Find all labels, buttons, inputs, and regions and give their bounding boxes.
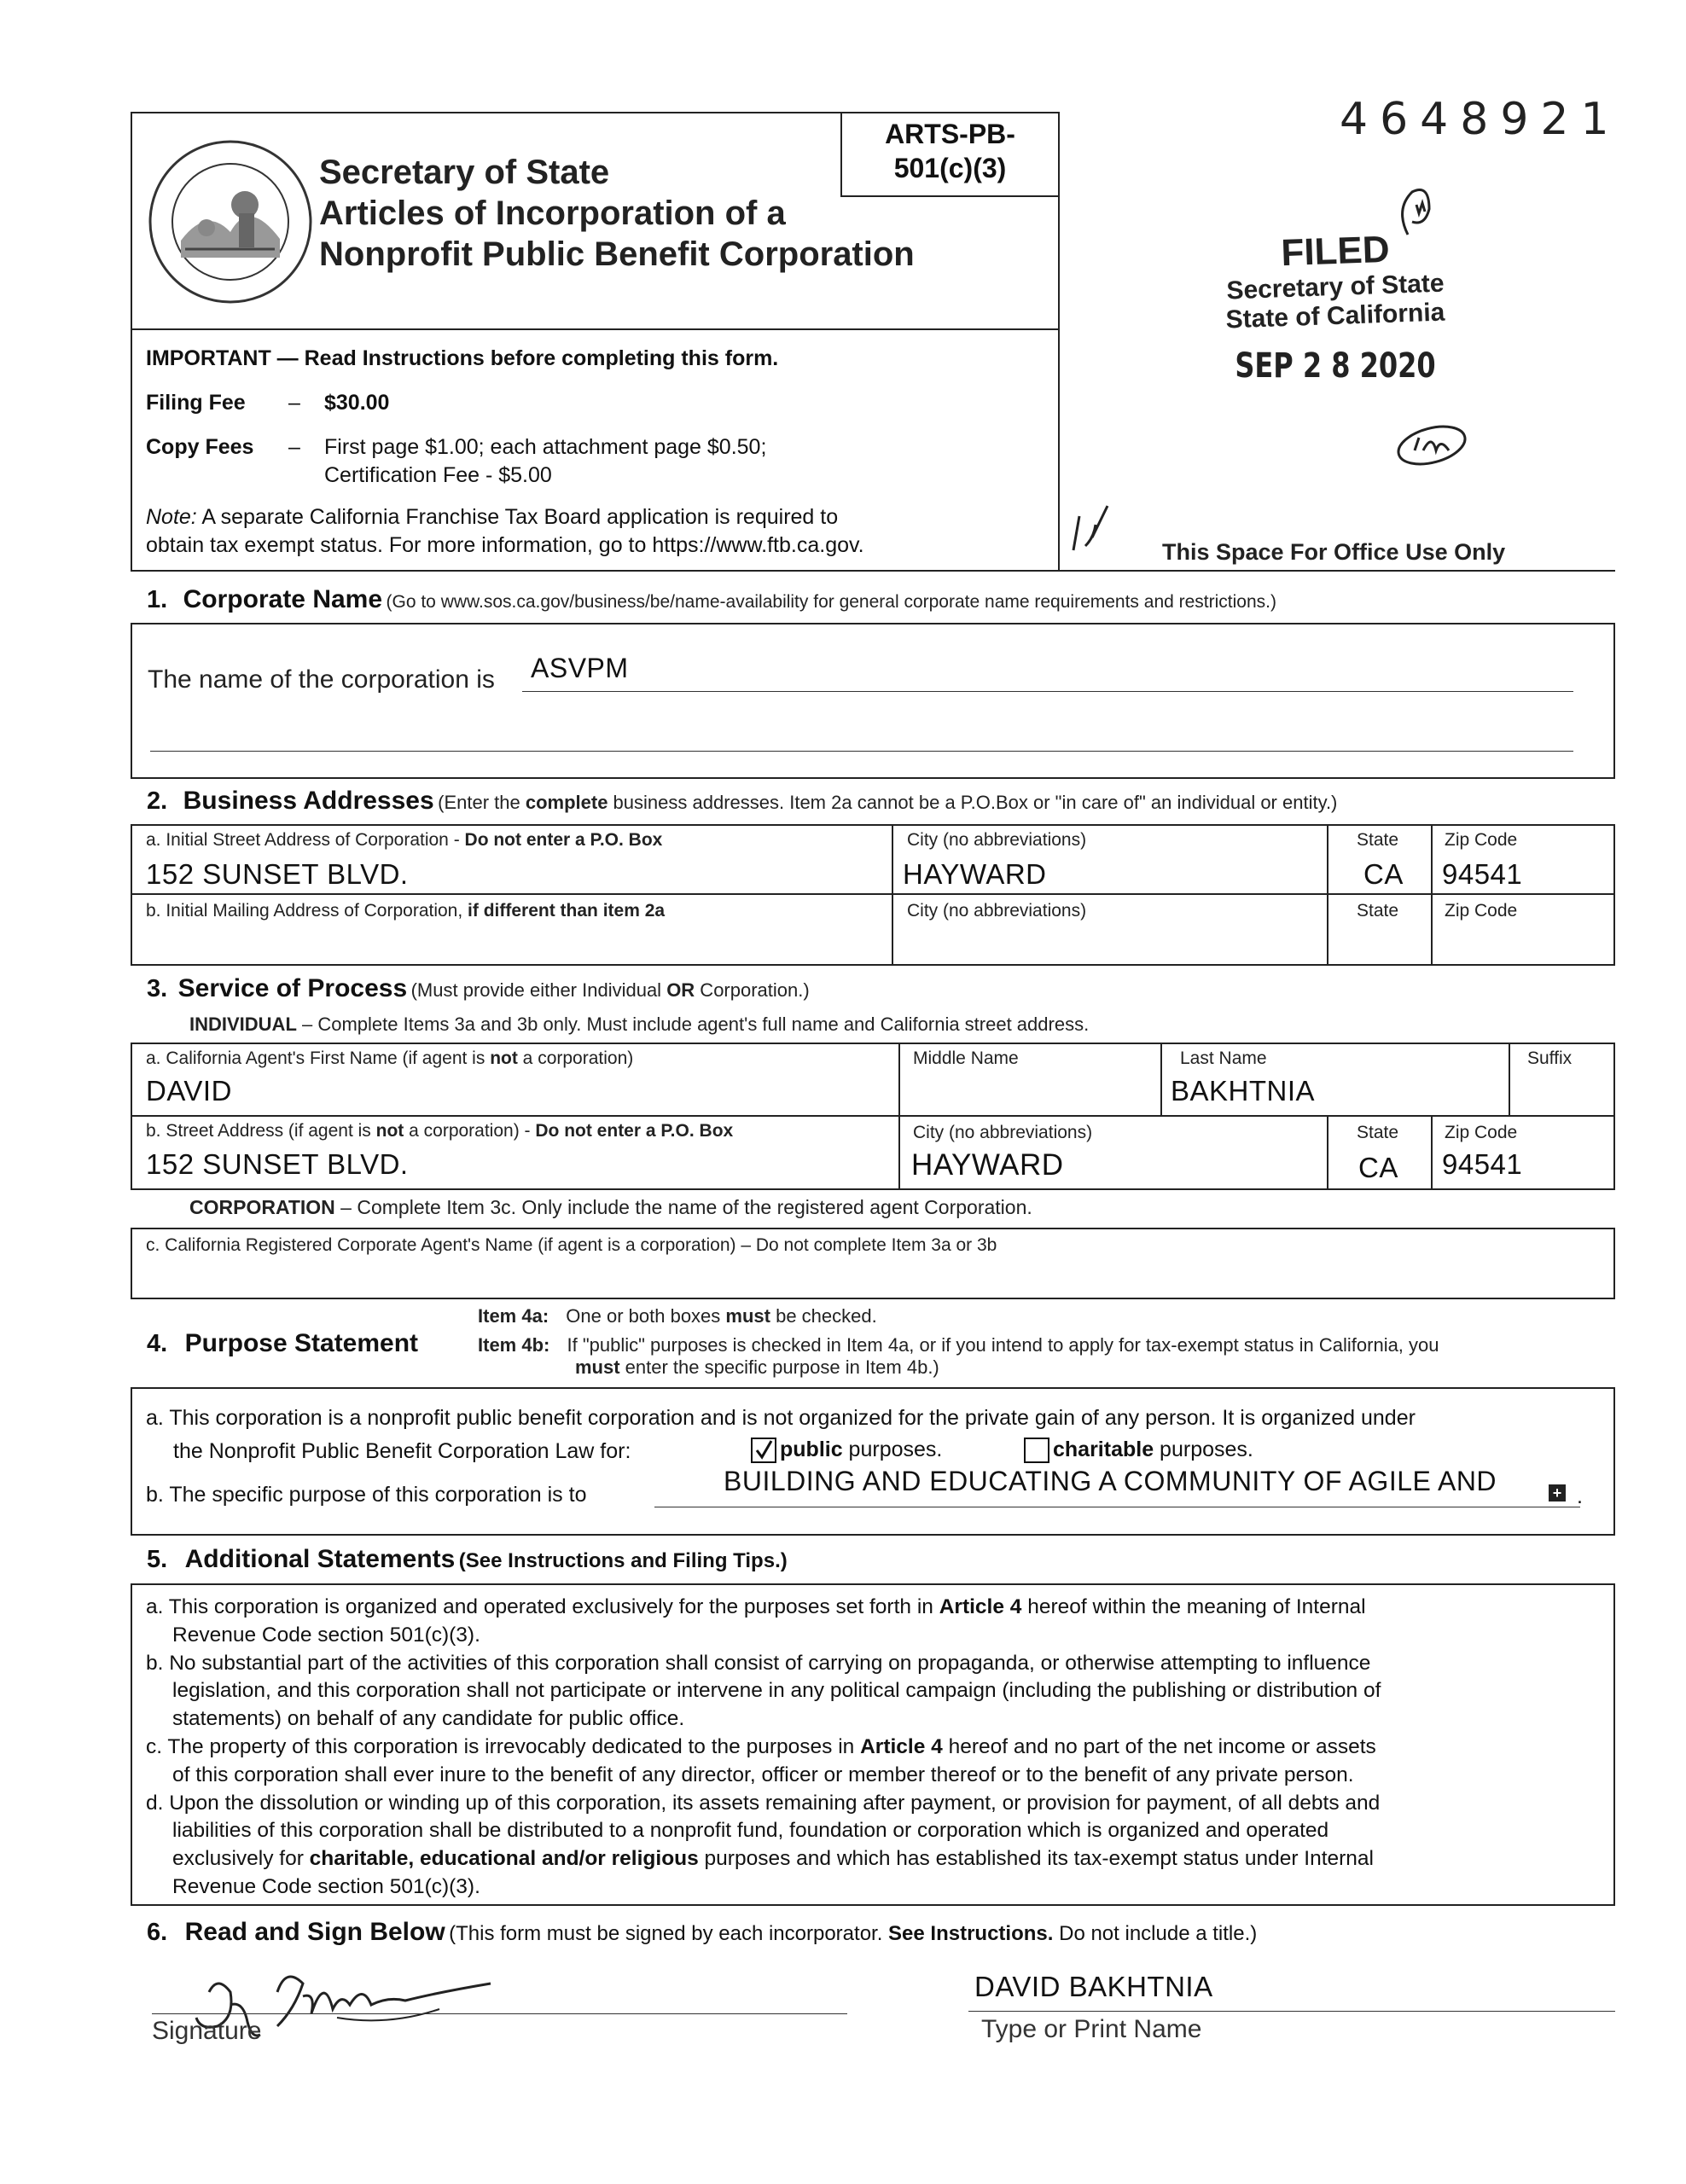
state-seal-icon [147,138,314,305]
agent-zip-value[interactable]: 94541 [1442,1148,1523,1180]
public-purpose-bold: public [780,1438,843,1461]
business-zip-label: Zip Code [1445,830,1518,850]
section1-note: (Go to www.sos.ca.gov/business/be/name-availability for general corporate name requirements and restrictions.) [386,592,1276,612]
statement-a-post: hereof within the meaning of Internal [1021,1595,1366,1618]
margin-mark [1067,499,1118,559]
filed-by: Secretary of State [1225,269,1445,305]
statement-d-line2: liabilities of this corporation shall be distributed to a nonprofit fund, foundation or corporation which is organized and operated [172,1819,1329,1843]
item4b-label: Item 4b: [478,1334,550,1356]
statement-c-post: hereof and no part of the net income or assets [942,1734,1376,1758]
corporation-instructions [189,1196,1032,1219]
agent-street-value[interactable]: 152 SUNSET BLVD. [146,1148,409,1180]
agent-first-name-value[interactable]: DAVID [146,1075,232,1107]
agent-city-label: City (no abbreviations) [913,1123,1093,1142]
purpose-b-value[interactable]: BUILDING AND EDUCATING A COMMUNITY OF AGILE AND [724,1466,1497,1496]
business-state-label: State [1357,830,1399,850]
section1-heading [147,585,1276,614]
public-purpose-checkbox[interactable] [751,1438,776,1463]
business-city-value[interactable]: HAYWARD [903,858,1047,890]
section6-note-post: Do not include a title.) [1053,1922,1258,1945]
ftb-note [146,503,864,560]
section5-note: (See Instructions and Filing Tips.) [458,1549,788,1572]
corporate-name-line2 [150,751,1573,752]
agent-suffix-label: Suffix [1527,1048,1573,1068]
statement-c-line1 [146,1734,1381,1762]
section1-title: Corporate Name [183,585,383,613]
section2-title: Business Addresses [183,787,434,815]
filing-fee-dash: – [288,391,300,415]
section3-title: Service of Process [177,974,408,1002]
item4b-bold: must [575,1356,620,1378]
additional-statements-text [146,1594,1381,1902]
checkmark-icon [753,1439,775,1461]
agent-state-label: State [1357,1123,1399,1142]
section3-note-post: Corporation.) [695,979,810,1001]
section2-note-pre: (Enter the [438,792,526,813]
section4-title: Purpose Statement [184,1329,419,1357]
statement-b-line1: b. No substantial part of the activities of this corporation shall consist of carrying on propaganda, or otherwise attempting to influence [146,1651,1371,1675]
purpose-a-line2: the Nonprofit Public Benefit Corporation Law for: [173,1439,631,1463]
charitable-purpose-checkbox[interactable] [1024,1438,1049,1463]
title-line3: Nonprofit Public Benefit Corporation [319,235,915,273]
header-title [319,152,915,275]
item4a-post: be checked. [770,1305,877,1327]
agent-state-divider [1327,1115,1328,1190]
form-code-line1: ARTS-PB- [885,119,1015,149]
registered-agent-label: c. California Registered Corporate Agent's Name (if agent is a corporation) – Do not complete Item 3a or 3b [146,1235,997,1255]
mailing-state-label: State [1357,901,1399,921]
statement-c-bold: Article 4 [860,1734,943,1758]
printed-name-label: Type or Print Name [981,2015,1202,2043]
item4b-note-line2 [575,1356,939,1379]
signature-line [152,2013,847,2014]
charitable-purpose-bold: charitable [1053,1438,1154,1461]
item4b-line1: If "public" purposes is checked in Item 4a, or if you intend to apply for tax-exempt status in California, you [567,1334,1439,1356]
business-zip-value[interactable]: 94541 [1442,858,1523,890]
section6-note-pre: (This form must be signed by each incorporator. [449,1922,889,1945]
form-code-line2: 501(c)(3) [893,153,1007,183]
office-use-label: This Space For Office Use Only [1162,539,1506,565]
section2-note-bold: complete [525,792,608,813]
business-state-value[interactable]: CA [1363,858,1404,890]
section2-number: 2. [147,787,168,815]
business-address-row-divider [131,893,1615,895]
filing-fee-value: $30.00 [324,391,390,415]
copy-fees-text [324,433,766,490]
item4a-pre: One or both boxes [566,1305,726,1327]
file-number: 4648921 [1340,94,1621,145]
public-purpose-post: purposes. [842,1438,943,1461]
corporate-name-value[interactable]: ASVPM [531,653,629,683]
corporate-name-line1 [522,691,1573,692]
note-label: Note: [146,505,197,529]
mailing-city-label: City (no abbreviations) [907,901,1087,921]
section5-heading [147,1545,788,1574]
filed-state: State of California [1225,298,1445,334]
street-address-label-bold: Do not enter a P.O. Box [464,830,663,850]
individual-instructions [189,1014,1089,1036]
section3-number: 3. [147,975,168,1002]
section3-heading [147,974,810,1003]
copy-fees-dash: – [288,435,300,459]
section4-number: 4. [147,1330,168,1357]
section4-heading [147,1329,418,1358]
statement-a-line2: Revenue Code section 501(c)(3). [172,1623,480,1647]
agent-last-name-label: Last Name [1180,1048,1267,1068]
agent-zip-divider [1431,1115,1433,1190]
business-city-divider [892,824,893,966]
statement-a-bold: Article 4 [939,1595,1022,1618]
agent-first-name-label-post: a corporation) [517,1048,634,1068]
agent-street-label-bold2: Do not enter a P.O. Box [535,1121,734,1141]
individual-bold: INDIVIDUAL [189,1014,297,1035]
title-line2: Articles of Incorporation of a [319,195,786,232]
agent-first-name-label-bold: not [490,1048,518,1068]
purpose-a-line1: a. This corporation is a nonprofit public benefit corporation and is not organized for the private gain of any person. It is organized under [146,1406,1416,1430]
street-address-label [146,830,662,851]
item4a-note [478,1305,877,1327]
business-city-label: City (no abbreviations) [907,830,1087,850]
charitable-purpose-option[interactable] [1024,1436,1253,1464]
copy-fees-line2: Certification Fee - $5.00 [324,463,552,487]
purpose-b-period: . [1577,1484,1583,1508]
filed-date: SEP 2 8 2020 [1235,346,1436,386]
agent-street-label-mid: a corporation) - [404,1121,536,1141]
agent-last-name-value[interactable]: BAKHTNIA [1171,1075,1316,1107]
section6-title: Read and Sign Below [184,1918,445,1946]
title-line1: Secretary of State [319,154,610,191]
corporation-bold: CORPORATION [189,1196,335,1218]
filed-text: FILED [1280,228,1391,275]
statement-a-pre: a. This corporation is organized and operated exclusively for the purposes set forth in [146,1595,939,1618]
item4b-line2-post: enter the specific purpose in Item 4b.) [619,1356,939,1378]
signature-label: Signature [152,2017,262,2045]
agent-middle-divider [898,1043,900,1190]
copy-fees-label: Copy Fees [146,435,254,459]
section5-number: 5. [147,1546,168,1573]
charitable-purpose-post: purposes. [1154,1438,1253,1461]
copy-fees-line1: First page $1.00; each attachment page $0.50; [324,435,767,459]
statement-b-line2: legislation, and this corporation shall not participate or intervene in any political campaign (including the publishing or distribution of [172,1679,1381,1703]
statement-d-line3-bold: charitable, educational and/or religious [309,1847,699,1871]
statement-c-line2: of this corporation shall ever inure to the benefit of any director, officer or member thereof or to the benefit of any private person. [172,1763,1354,1786]
office-use-rule [1060,570,1615,572]
statement-d-line4: Revenue Code section 501(c)(3). [172,1874,480,1898]
section2-heading [147,787,1337,816]
section6-number: 6. [147,1919,168,1946]
mailing-zip-label: Zip Code [1445,901,1518,921]
item4a-bold: must [725,1305,770,1327]
printed-name-value[interactable]: DAVID BAKHTNIA [974,1971,1213,2002]
statement-c-pre: c. The property of this corporation is irrevocably dedicated to the purposes in [146,1734,861,1758]
agent-first-name-label [146,1048,633,1069]
section3-note-pre: (Must provide either Individual [410,979,667,1001]
agent-suffix-divider [1509,1043,1510,1115]
statement-d-line3-post: purposes and which has established its tax-exempt status under Internal [698,1847,1374,1871]
section3-note-bold: OR [666,979,695,1001]
expand-plus-icon[interactable]: + [1549,1484,1566,1502]
section6-note-bold: See Instructions. [888,1922,1054,1945]
statement-d-line3-pre: exclusively for [172,1847,310,1871]
statement-d-line3 [146,1845,1381,1873]
filer-initials-mark [1391,183,1442,243]
street-address-label-pre: a. Initial Street Address of Corporation - [146,830,465,850]
corporation-text: – Complete Item 3c. Only include the name of the registered agent Corporation. [334,1196,1032,1218]
agent-row-divider [131,1115,1615,1117]
printed-name-line [968,2011,1615,2012]
agent-street-label-bold1: not [375,1121,404,1141]
item4a-label: Item 4a: [478,1305,549,1327]
business-zip-divider [1431,824,1433,966]
section6-heading [147,1918,1257,1947]
purpose-b-prompt: b. The specific purpose of this corporation is to [146,1483,587,1507]
note-line2: obtain tax exempt status. For more information, go to https://www.ftb.ca.gov. [146,533,864,557]
mailing-address-label [146,901,665,921]
filed-stamp [1203,230,1468,386]
statement-a-line1 [146,1594,1381,1622]
corporate-name-prompt: The name of the corporation is [148,665,495,694]
agent-middle-name-label: Middle Name [913,1048,1019,1068]
agent-city-value[interactable]: HAYWARD [911,1148,1064,1182]
corporate-name-box [131,623,1615,779]
agent-state-value[interactable]: CA [1358,1152,1398,1183]
mailing-address-label-bold: if different than item 2a [468,901,666,921]
mailing-address-label-pre: b. Initial Mailing Address of Corporation, [146,901,468,921]
filing-fee-label: Filing Fee [146,391,246,415]
section5-title: Additional Statements [184,1545,456,1573]
agent-street-label-pre: b. Street Address (if agent is [146,1121,376,1141]
street-address-value[interactable]: 152 SUNSET BLVD. [146,858,409,890]
public-purpose-option[interactable] [751,1436,942,1464]
agent-street-label [146,1121,733,1141]
agent-first-name-label-pre: a. California Agent's First Name (if agent is [146,1048,491,1068]
important-note: IMPORTANT — Read Instructions before completing this form. [146,346,779,370]
section2-note-post: business addresses. Item 2a cannot be a P.O.Box or "in care of" an individual or entity.) [608,792,1338,813]
section1-number: 1. [147,586,168,613]
statement-b-line3: statements) on behalf of any candidate for public office. [172,1707,685,1731]
agent-last-divider [1160,1043,1162,1115]
individual-text: – Complete Items 3a and 3b only. Must include agent's full name and California street address. [296,1014,1090,1035]
clerk-initials-mark [1389,418,1474,469]
statement-d-line1: d. Upon the dissolution or winding up of this corporation, its assets remaining after payment, or provision for payment, of all debts and [146,1791,1381,1815]
item4b-note [478,1334,1439,1356]
business-state-divider [1327,824,1328,966]
note-line1: A separate California Franchise Tax Board application is required to [196,505,839,529]
agent-zip-label: Zip Code [1445,1123,1518,1142]
